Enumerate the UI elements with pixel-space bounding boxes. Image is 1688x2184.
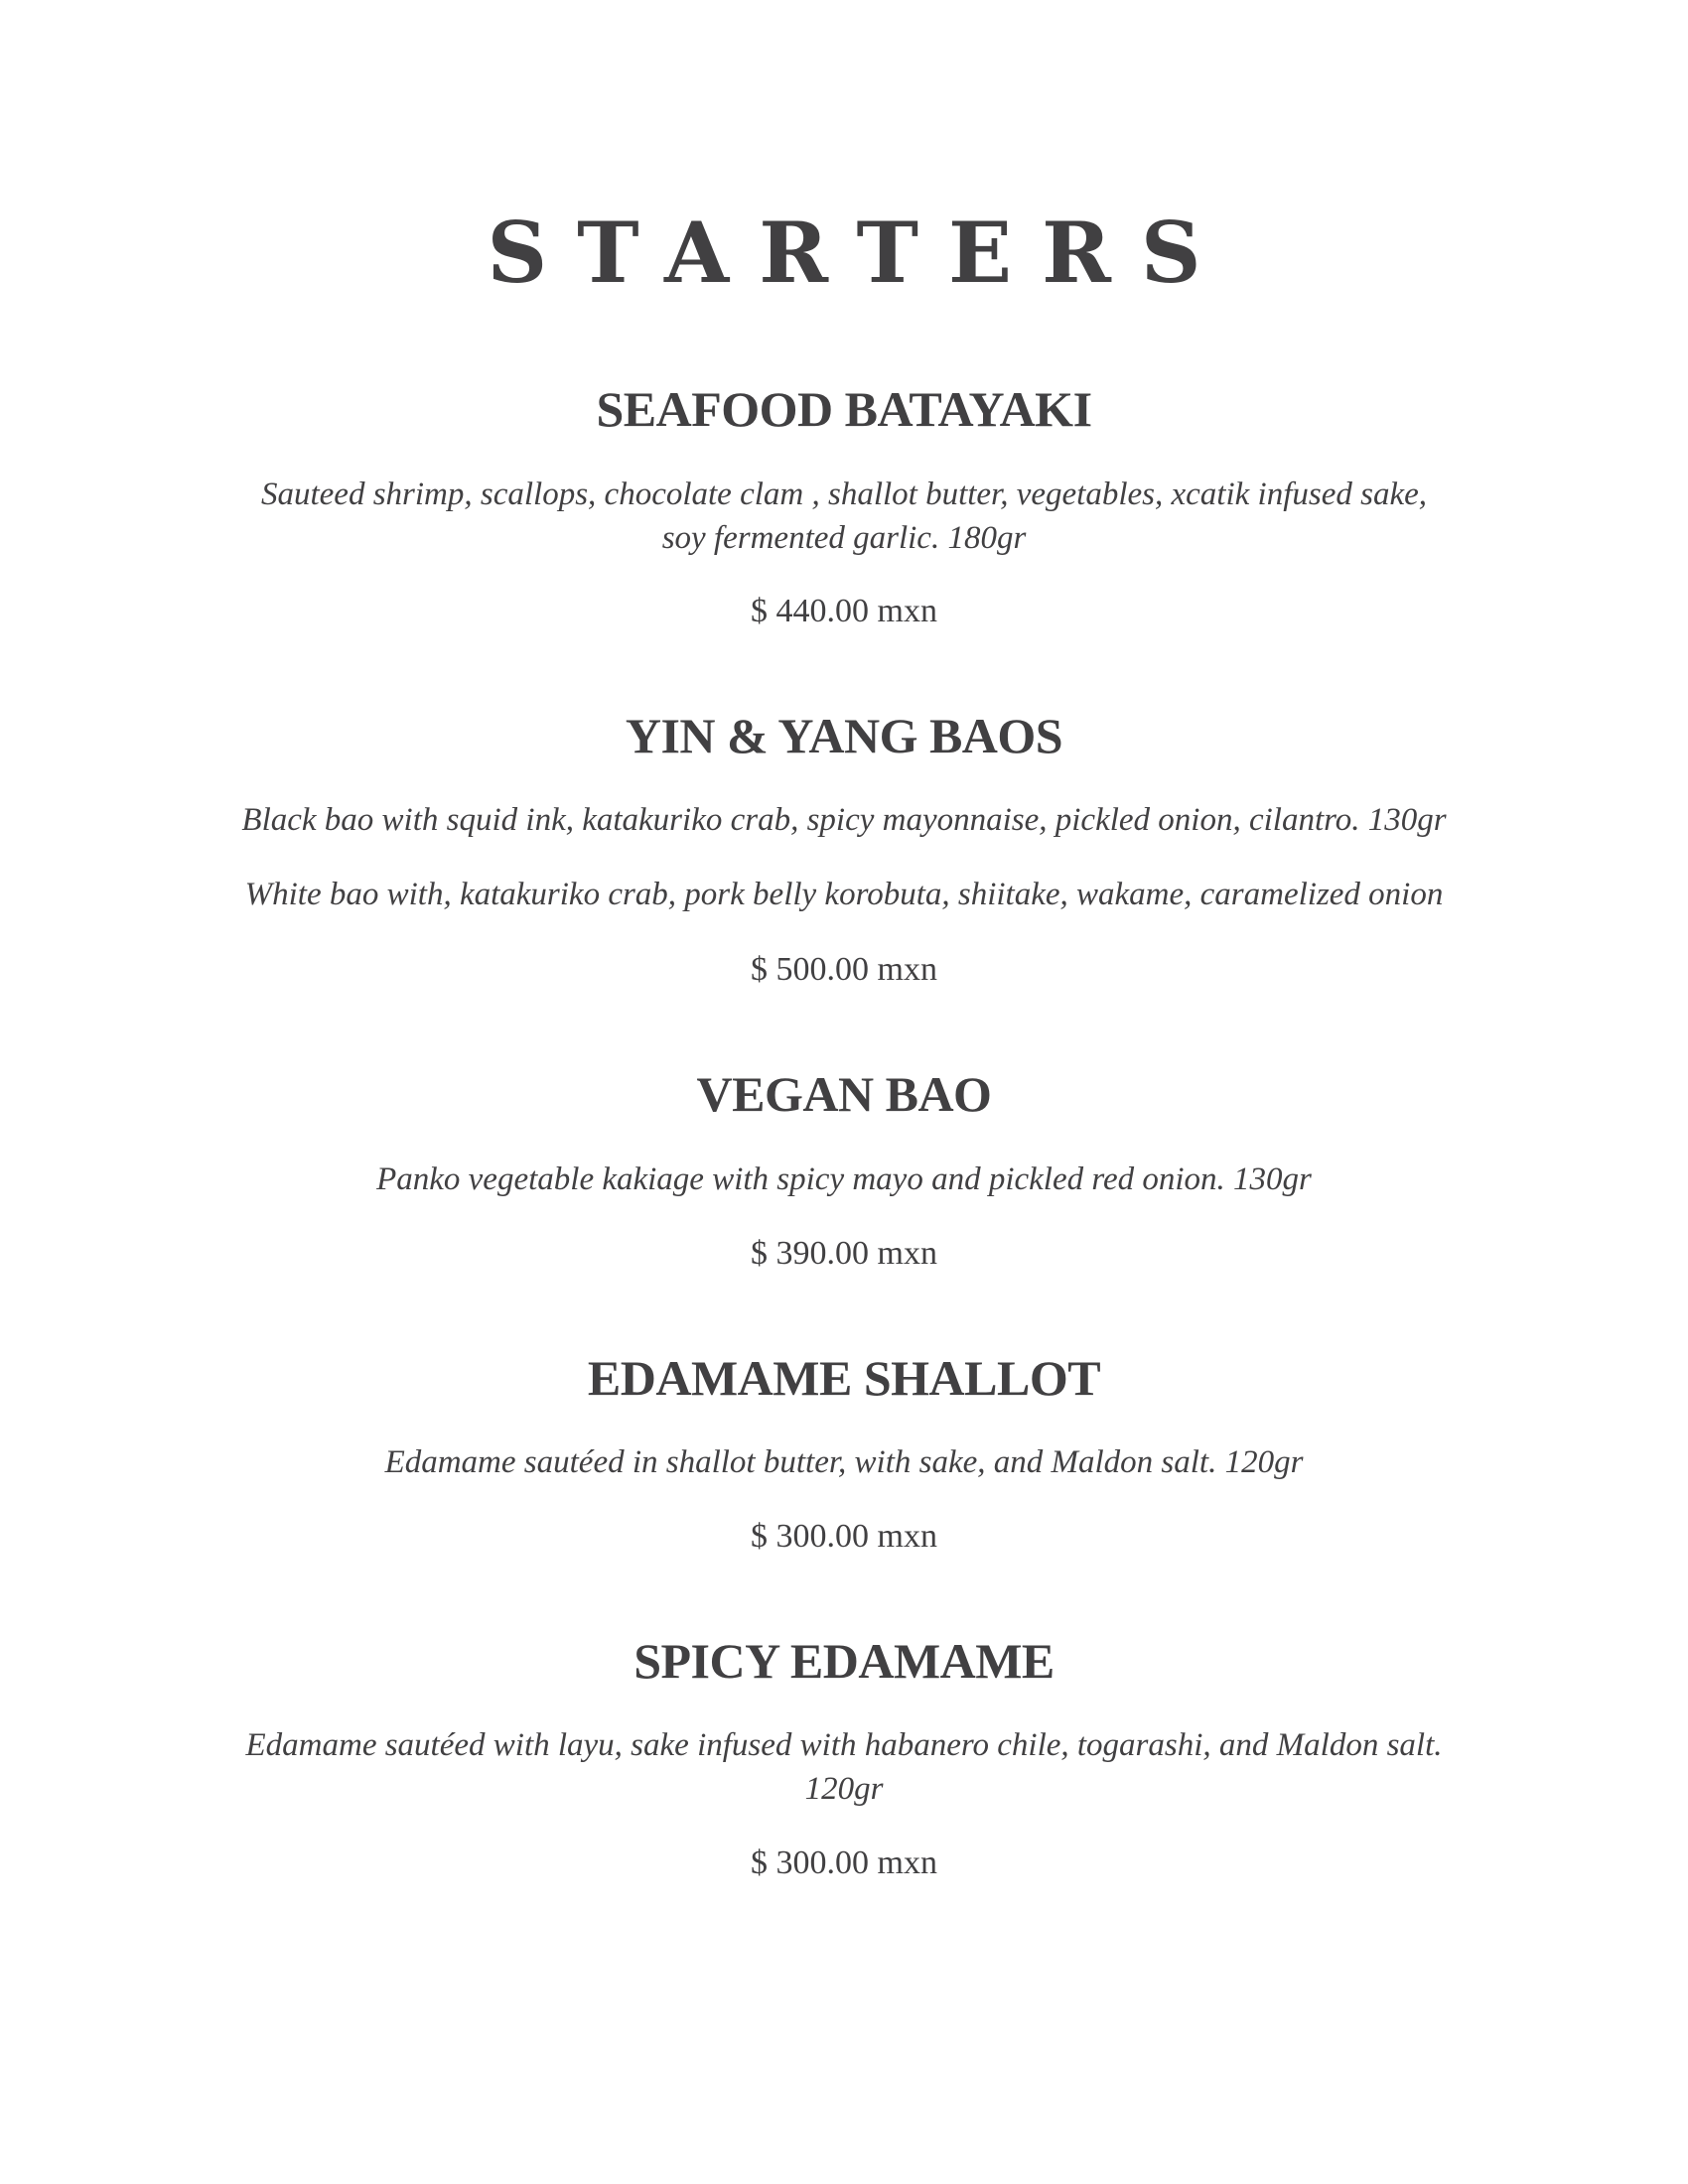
item-description [0,873,1688,916]
page-title: STARTERS [487,204,1231,302]
description-line: White bao with, katakuriko crab, pork belly korobuta, shiitake, wakame, caramelized onion [244,877,1444,912]
item-description [0,1723,1688,1811]
item-name: SPICY EDAMAME [633,1633,1055,1689]
description-line: Black bao with squid ink, katakuriko crab, spicy mayonnaise, pickled onion, cilantro. 130gr [241,802,1447,838]
description-line: Sauteed shrimp, scallops, chocolate clam , shallot butter, vegetables, xcatik infused sake, [260,477,1427,512]
item-name: YIN & YANG BAOS [625,708,1063,763]
description-line: Edamame sautéed with layu, sake infused with habanero chile, togarashi, and Maldon salt. [245,1727,1443,1763]
item-price-row [0,1515,1688,1559]
description-line: 120gr [804,1771,884,1807]
menu-item [0,1348,1688,1408]
description-line: Edamame sautéed in shallot butter, with sake, and Maldon salt. 120gr [384,1444,1304,1480]
menu-item [0,706,1688,765]
item-description [0,1158,1688,1201]
item-description [0,798,1688,842]
menu-item [0,1631,1688,1691]
item-price: $ 300.00 mxn [751,1518,937,1555]
menu-item [0,1064,1688,1124]
item-name: VEGAN BAO [696,1066,992,1122]
item-price-row [0,590,1688,633]
description-line: Panko vegetable kakiage with spicy mayo and pickled red onion. 130gr [376,1161,1312,1197]
item-price-row [0,1842,1688,1885]
item-price: $ 300.00 mxn [751,1844,937,1881]
item-description [0,1440,1688,1484]
item-description [0,473,1688,560]
item-price-row [0,1232,1688,1276]
item-name: EDAMAME SHALLOT [587,1350,1101,1406]
item-price: $ 390.00 mxn [751,1235,937,1272]
item-name: SEAFOOD BATAYAKI [596,381,1092,437]
item-price-row [0,948,1688,992]
item-price: $ 440.00 mxn [751,593,937,629]
menu-item [0,379,1688,439]
item-price: $ 500.00 mxn [751,951,937,988]
description-line: soy fermented garlic. 180gr [661,520,1027,556]
